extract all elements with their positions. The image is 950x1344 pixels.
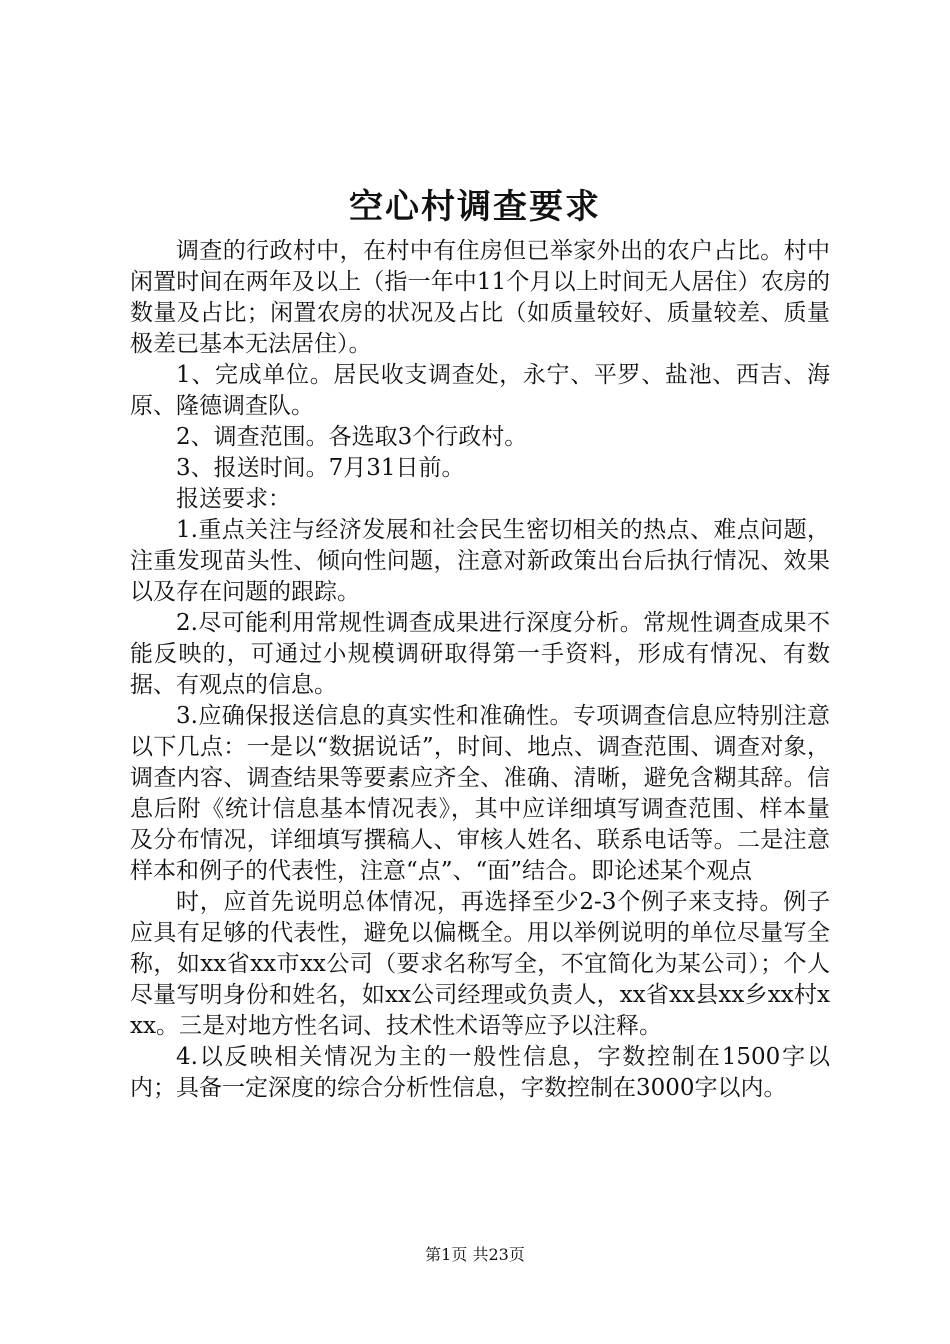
page-number: 第1页 bbox=[425, 1245, 468, 1264]
paragraph-requirement-3-continued: 时，应首先说明总体情况，再选择至少2-3个例子来支持。例子应具有足够的代表性，避免以偏概全。用以举例说明的单位尽量写全称，如xx省xx市xx公司（要求名称写全，不宜简化为某公司）；个人尽量写明身份和姓名，如xx公司经理或负责人，xx省xx县xx乡xx村xxx。三是对地方性名词、技术性术语等应予以注释。 bbox=[130, 889, 830, 1039]
paragraph-requirement-2: 2.尽可能利用常规性调查成果进行深度分析。常规性调查成果不能反映的，可通过小规模调研取得第一手资料，形成有情况、有数据、有观点的信息。 bbox=[130, 610, 830, 698]
paragraph-survey-scope: 2、调查范围。各选取3个行政村。 bbox=[176, 424, 528, 450]
paragraph-completion-units: 1、完成单位。居民收支调查处，永宁、平罗、盐池、西吉、海原、隆德调查队。 bbox=[130, 362, 830, 419]
paragraph-requirement-1: 1.重点关注与经济发展和社会民生密切相关的热点、难点问题，注重发现苗头性、倾向性问题，注意对新政策出台后执行情况、效果以及存在问题的跟踪。 bbox=[130, 517, 830, 605]
page-footer bbox=[0, 1244, 950, 1266]
paragraph-requirement-3: 3.应确保报送信息的真实性和准确性。专项调查信息应特别注意以下几点：一是以“数据说话”，时间、地点、调查范围、调查对象，调查内容、调查结果等要素应齐全、准确、清晰，避免含糊其辞。信息后附《统计信息基本情况表》，其中应详细填写调查范围、样本量及分布情况，详细填写撰稿人、审核人姓名、联系电话等。二是注意样本和例子的代表性，注意“点”、“面”结合。即论述某个观点 bbox=[130, 703, 830, 884]
paragraph-submission-requirements-heading: 报送要求： bbox=[176, 486, 291, 512]
document-title: 空心村调查要求 bbox=[349, 187, 601, 227]
paragraph-submission-time: 3、报送时间。7月31日前。 bbox=[176, 455, 465, 481]
paragraph-requirement-4: 4.以反映相关情况为主的一般性信息，字数控制在1500字以内；具备一定深度的综合分析性信息，字数控制在3000字以内。 bbox=[130, 1044, 830, 1101]
document-body bbox=[130, 236, 830, 1104]
total-pages: 共23页 bbox=[472, 1245, 525, 1264]
paragraph-intro: 调查的行政村中，在村中有住房但已举家外出的农户占比。村中闲置时间在两年及以上（指一年中11个月以上时间无人居住）农房的数量及占比；闲置农房的状况及占比（如质量较好、质量较差、质量极差已基本无法居住）。 bbox=[130, 238, 830, 357]
